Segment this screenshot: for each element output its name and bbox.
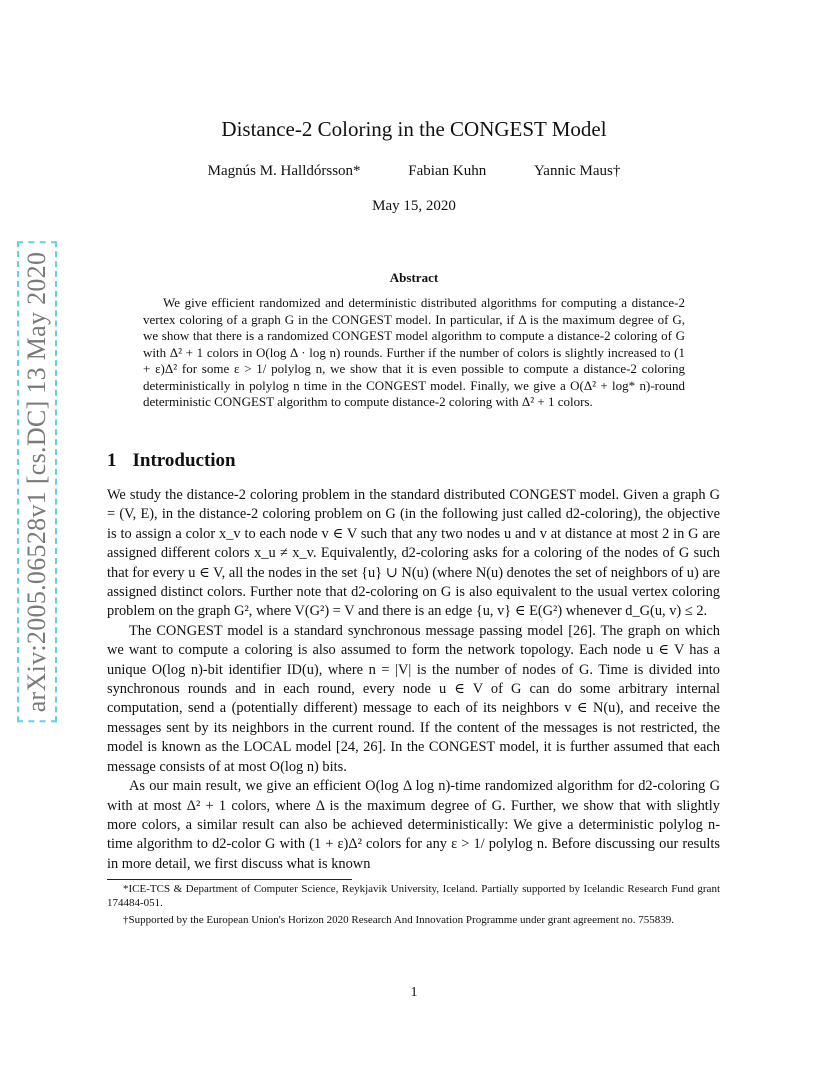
body-paragraph: We study the distance-2 coloring problem in the standard distributed CONGEST model. Given a graph G = (V, E), in the distance-2 coloring problem on G (in the following just called d2-coloring), the objective is to assign a color x_v to each node v ∈ V such that any two nodes u and v at distance at most 2 in G are assigned different colors x_u ≠ x_v. Equivalently, d2-coloring asks for a coloring of the nodes of G such that for every u ∈ V, all the nodes in the set {u} ∪ N(u) (where N(u) denotes the set of neighbors of u) are assigned distinct colors. Further note that d2-coloring on G is also equivalent to the usual vertex coloring problem on the graph G², where V(G²) = V and there is an edge {u, v} ∈ E(G²) whenever d_G(u, v) ≤ 2. bbox=[107, 487, 720, 620]
arxiv-stamp[interactable] bbox=[2, 242, 72, 722]
author-name: Fabian Kuhn bbox=[408, 163, 487, 179]
paper-date: May 15, 2020 bbox=[372, 198, 456, 214]
section-number: 1 bbox=[107, 450, 117, 471]
abstract-heading: Abstract bbox=[389, 270, 439, 285]
author-name: Yannic Maus† bbox=[533, 163, 621, 179]
footnote: †Supported by the European Union's Horizon 2020 Research And Innovation Programme under grant agreement no. 755839. bbox=[123, 914, 674, 926]
author-name: Magnús M. Halldórsson* bbox=[207, 163, 361, 179]
section-heading bbox=[107, 450, 236, 472]
section-title: Introduction bbox=[132, 450, 236, 471]
arxiv-identifier[interactable]: arXiv:2005.06528v1 [cs.DC] 13 May 2020 bbox=[17, 242, 57, 723]
author-list bbox=[0, 163, 828, 180]
abstract-text: We give efficient randomized and deterministic distributed algorithms for computing a distance-2 vertex coloring of a graph G in the CONGEST model. In particular, if Δ is the maximum degree of G, we show that there is a randomized CONGEST model algorithm to compute a distance-2 coloring of G with Δ² + 1 colors in O(log Δ · log n) rounds. Further if the number of colors is slightly increased to (1 + ε)Δ² for some ε > 1/ polylog n, we show that it is even possible to compute a distance-2 coloring deterministically in polylog n time in the CONGEST model. Finally, we give a O(Δ² + log* n)-round deterministic CONGEST algorithm to compute distance-2 coloring with Δ² + 1 colors. bbox=[143, 295, 685, 409]
section-body bbox=[107, 486, 720, 874]
paper-title: Distance-2 Coloring in the CONGEST Model bbox=[221, 117, 607, 141]
body-paragraph: The CONGEST model is a standard synchronous message passing model [26]. The graph on which we want to compute a coloring is also assumed to form the network topology. Each node u ∈ V has a unique O(log n)-bit identifier ID(u), where n = |V| is the number of nodes of G. Time is divided into synchronous rounds and in each round, every node u ∈ V of G can do some arbitrary internal computation, send a (potentially different) message to each of its neighbors v ∈ N(u), and receive the messages sent by its neighbors in the current round. If the content of the messages is not restricted, the model is known as the LOCAL model [24, 26]. In the CONGEST model, it is further assumed that each message consists of at most O(log n) bits. bbox=[107, 622, 720, 775]
page-number: 1 bbox=[410, 985, 418, 1000]
footnote: *ICE-TCS & Department of Computer Science, Reykjavik University, Iceland. Partially supported by Icelandic Research Fund grant 174484-051. bbox=[107, 883, 720, 909]
body-paragraph: As our main result, we give an efficient O(log Δ log n)-time randomized algorithm for d2-coloring G with at most Δ² + 1 colors, where Δ is the maximum degree of G. Further, we show that with slightly more colors, a similar result can also be achieved deterministically: We give a deterministic polylog n-time algorithm to d2-color G with (1 + ε)Δ² colors for any ε > 1/ polylog n. Before discussing our results in more detail, we first discuss what is known bbox=[107, 778, 720, 872]
abstract-body bbox=[143, 295, 685, 411]
footnotes bbox=[107, 882, 720, 930]
footnote-rule bbox=[107, 879, 352, 880]
